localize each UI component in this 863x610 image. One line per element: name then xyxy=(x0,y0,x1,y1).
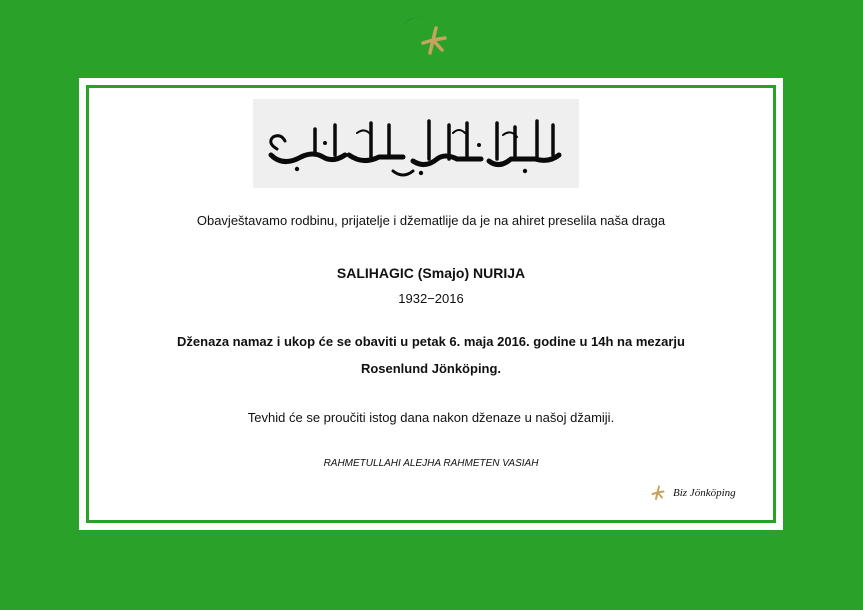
tevhid-text: Tevhid će se proučiti istog dana nakon dženaze u našoj džamiji. xyxy=(247,410,615,425)
organization-name: Biz Jönköping xyxy=(673,487,736,499)
top-logo xyxy=(392,12,452,70)
notice-card xyxy=(79,78,783,530)
calligraphy-banner xyxy=(253,99,579,188)
crescent-star-logo-icon xyxy=(637,478,667,508)
life-years: 1932−2016 xyxy=(398,291,464,306)
funeral-details-line-1: Dženaza namaz i ukop će se obaviti u petak 6. maja 2016. godine u 14h na mezarju xyxy=(177,334,685,349)
crescent-star-logo-icon xyxy=(392,12,452,70)
announcement-text: Obavještavamo rodbinu, prijatelje i džematlije da je na ahiret preselila naša draga xyxy=(196,213,666,228)
arabic-calligraphy-icon xyxy=(253,99,579,188)
funeral-details-line-2: Rosenlund Jönköping. xyxy=(360,361,502,376)
organization-signature xyxy=(637,478,736,508)
deceased-name: SALIHAGIC (Smajo) NURIJA xyxy=(336,265,526,281)
notice-frame xyxy=(86,85,776,523)
closing-phrase: RAHMETULLAHI ALEJHA RAHMETEN VASIAH xyxy=(323,458,539,469)
